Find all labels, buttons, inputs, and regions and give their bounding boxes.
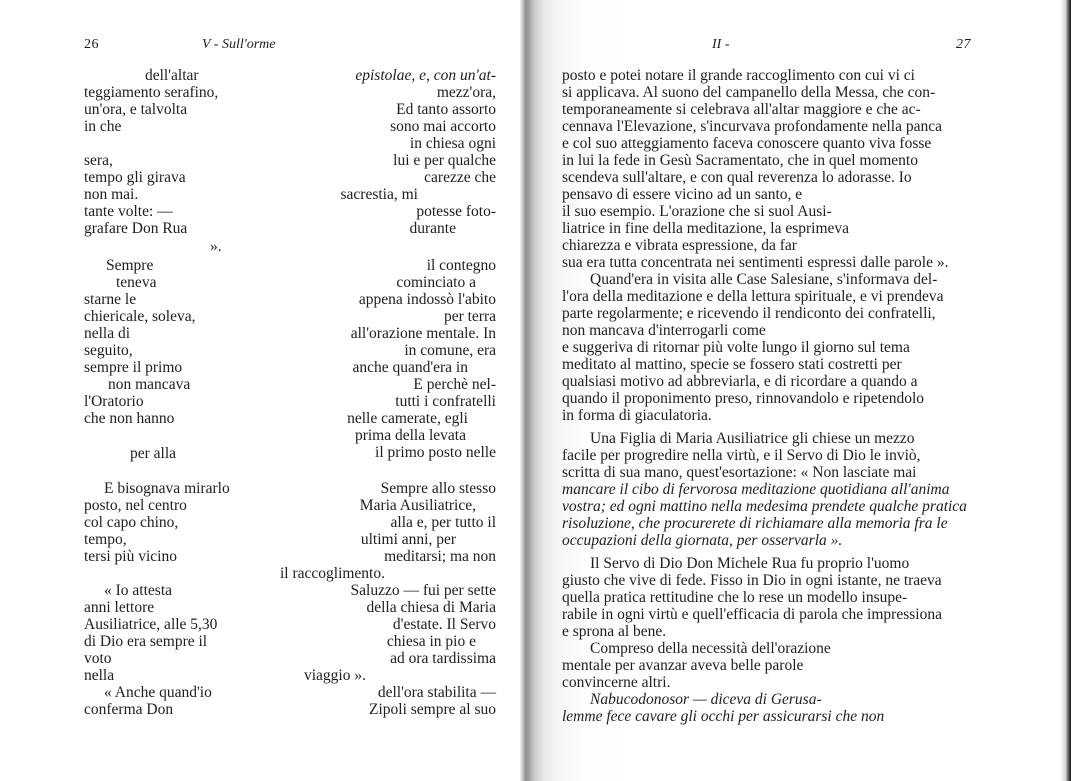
text-line: voto bbox=[84, 650, 112, 667]
text-line: all'orazione mentale. In bbox=[350, 325, 496, 342]
text-line: E perchè nel- bbox=[413, 376, 496, 393]
text-line: dell'altar bbox=[145, 67, 199, 84]
text-line: l'ora della meditazione e della lettura spirituale, e vi prendeva bbox=[562, 288, 944, 305]
text-line: e col suo atteggiamento faceva conoscere quanto viva fosse bbox=[562, 135, 932, 152]
text-line: lemme fece cavare gli occhi per assicurarsi che non bbox=[562, 708, 885, 725]
text-line: Sempre allo stesso bbox=[380, 480, 496, 497]
running-head-right: II - bbox=[712, 37, 730, 52]
text-line: grafare Don Rua bbox=[84, 220, 188, 237]
text-line: della chiesa di Maria bbox=[366, 599, 496, 616]
text-line: epistolae, e, con un'at- bbox=[355, 67, 496, 84]
text-line: sono mai accorto bbox=[390, 118, 496, 135]
text-line: in lui la fede in Gesù Sacramentato, che in quel momento bbox=[562, 152, 918, 169]
text-line: ultimi anni, per bbox=[360, 531, 456, 548]
text-line: Una Figlia di Maria Ausiliatrice gli chiese un mezzo bbox=[590, 430, 915, 447]
text-line: sua era tutta concentrata nei sentimenti espressi dalle parole ». bbox=[562, 254, 949, 271]
text-line: durante bbox=[409, 220, 456, 237]
text-line: scendeva sull'altare, e con qual reverenza lo adorasse. Io bbox=[562, 169, 912, 186]
text-line: liatrice in fine della meditazione, la esprimeva bbox=[562, 220, 850, 237]
text-line: mezz'ora, bbox=[436, 84, 496, 101]
text-line: cennava l'Elevazione, s'incurvava profondamente nella panca bbox=[562, 118, 942, 135]
text-line: sera, bbox=[84, 152, 113, 169]
text-line: il contegno bbox=[426, 257, 496, 274]
text-line: « Io attesta bbox=[104, 582, 173, 599]
page-number-left: 26 bbox=[84, 37, 99, 52]
text-line: anche quand'era in bbox=[352, 359, 468, 376]
text-line: Saluzzo — fui per sette bbox=[350, 582, 496, 599]
text-line: tutti i confratelli bbox=[395, 393, 496, 410]
text-line: posto, nel centro bbox=[84, 497, 187, 514]
text-line: non mai. bbox=[84, 186, 139, 203]
text-line: rabile in ogni virtù e quell'efficacia di parola che impressiona bbox=[562, 606, 942, 623]
text-line: Ed tanto assorto bbox=[396, 101, 496, 118]
text-line: meditarsi; ma non bbox=[384, 548, 496, 565]
text-line: tersi più vicino bbox=[84, 548, 177, 565]
text-line: posto e potei notare il grande raccoglimento con cui vi ci bbox=[562, 67, 915, 84]
text-line: il primo posto nelle bbox=[375, 444, 496, 461]
text-line: carezze che bbox=[424, 169, 496, 186]
text-line: occupazioni della giornata, per osservarla ». bbox=[562, 532, 843, 549]
text-line: mancare il cibo di fervorosa meditazione quotidiana all'anima bbox=[562, 481, 950, 498]
text-line: potesse foto- bbox=[416, 203, 496, 220]
text-line: chiericale, soleva, bbox=[84, 308, 196, 325]
text-line: pensavo di essere vicino ad un santo, e bbox=[562, 186, 803, 203]
text-line: meditato al mattino, specie se fossero stati costretti per bbox=[562, 356, 902, 373]
text-line: prima della levata bbox=[354, 427, 466, 444]
text-line: Maria Ausiliatrice, bbox=[359, 497, 476, 514]
text-line: E bisognava mirarlo bbox=[104, 480, 230, 497]
text-line: parte regolarmente; e ricevendo il rendiconto dei confratelli, bbox=[562, 305, 936, 322]
text-line: d'estate. Il Servo bbox=[392, 616, 496, 633]
text-line: temporaneamente si celebrava all'altar maggiore e che ac- bbox=[562, 101, 921, 118]
text-line: dell'ora stabilita — bbox=[377, 684, 496, 701]
page-edge-shadow bbox=[1060, 0, 1071, 781]
text-line: l'Oratorio bbox=[84, 393, 144, 410]
text-line: lui e per qualche bbox=[393, 152, 496, 169]
running-head-left: V - Sull'orme bbox=[202, 37, 276, 52]
text-line: « Anche quand'io bbox=[104, 684, 212, 701]
page-number-right: 27 bbox=[956, 37, 971, 52]
text-line: tante volte: — bbox=[84, 203, 173, 220]
text-line: Compreso della necessità dell'orazione bbox=[590, 640, 831, 657]
text-line: conferma Don bbox=[84, 701, 174, 718]
text-line: risoluzione, che procurerete di richiamare alla memoria fra le bbox=[562, 515, 948, 532]
text-line: col capo chino, bbox=[84, 514, 179, 531]
text-line: e suggeriva di ritornar più volte lungo il giorno sul tema bbox=[562, 339, 910, 356]
text-line: nelle camerate, egli bbox=[347, 410, 468, 427]
text-line: in chiesa ogni bbox=[409, 135, 496, 152]
text-line: facile per progredire nella virtù, e il Servo di Dio le inviò, bbox=[562, 447, 921, 464]
text-line: un'ora, e talvolta bbox=[84, 101, 188, 118]
text-line: tempo, bbox=[84, 531, 127, 548]
text-line: teggiamento serafino, bbox=[84, 84, 219, 101]
text-line: appena indossò l'abito bbox=[358, 291, 496, 308]
text-line: ad ora tardissima bbox=[390, 650, 496, 667]
text-line: il suo esempio. L'orazione che si suol Ausi- bbox=[562, 203, 832, 220]
text-line: in comune, era bbox=[404, 342, 496, 359]
text-line: di Dio era sempre il bbox=[84, 633, 208, 650]
text-line: il raccoglimento. bbox=[279, 565, 385, 582]
text-line: per alla bbox=[130, 445, 177, 462]
text-line: quella pratica rettitudine che lo rese un modello insupe- bbox=[562, 589, 908, 606]
text-line: in forma di giaculatoria. bbox=[562, 407, 712, 424]
text-line: non mancava d'interrogarli come bbox=[562, 322, 766, 339]
text-line: quando il proponimento preso, rinnovandolo e ripetendolo bbox=[562, 390, 925, 407]
text-line: seguito, bbox=[84, 342, 133, 359]
text-line: teneva bbox=[116, 274, 157, 291]
text-line: e sprona al bene. bbox=[562, 623, 667, 640]
text-line: qualsiasi motivo ad abbreviarla, e di ricordare a quando a bbox=[562, 373, 918, 390]
text-line: Nabucodonosor — diceva di Gerusa- bbox=[590, 691, 822, 708]
text-line: nella di bbox=[84, 325, 131, 342]
text-line: scritta di sua mano, quest'esortazione: « Non lasciate mai bbox=[562, 464, 917, 481]
right-page bbox=[528, 0, 1071, 781]
text-line: chiarezza e vibrata espressione, da far bbox=[562, 237, 797, 254]
text-line: Il Servo di Dio Don Michele Rua fu proprio l'uomo bbox=[590, 555, 910, 572]
text-line: convincerne altri. bbox=[562, 674, 671, 691]
left-page bbox=[0, 0, 528, 781]
text-line: nella bbox=[84, 667, 115, 684]
text-line: Sempre bbox=[106, 257, 154, 274]
text-line: vostra; ed ogni mattino nella medesima prendete qualche pratica bbox=[562, 498, 967, 515]
text-line: chiesa in pio e bbox=[386, 633, 476, 650]
text-line: giusto che vive di fede. Fisso in Dio in ogni istante, ne traeva bbox=[562, 572, 942, 589]
text-line: tempo gli girava bbox=[84, 169, 186, 186]
text-line: starne le bbox=[84, 291, 137, 308]
text-line: che non hanno bbox=[84, 410, 175, 427]
text-line: ». bbox=[210, 238, 222, 255]
text-line: Quand'era in visita alle Case Salesiane, s'informava del- bbox=[590, 271, 938, 288]
text-line: Zipoli sempre al suo bbox=[369, 701, 496, 718]
text-line: alla e, per tutto il bbox=[390, 514, 496, 531]
text-line: sempre il primo bbox=[84, 359, 183, 376]
text-line: sacrestia, mi bbox=[340, 186, 418, 203]
text-line: si applicava. Al suono del campanello della Messa, che con- bbox=[562, 84, 936, 101]
text-line: anni lettore bbox=[84, 599, 155, 616]
text-line: mentale per avanzar aveva belle parole bbox=[562, 657, 804, 674]
text-line: in che bbox=[84, 118, 122, 135]
text-line: Ausiliatrice, alle 5,30 bbox=[84, 616, 218, 633]
text-line: per terra bbox=[443, 308, 496, 325]
text-line: non mancava bbox=[108, 376, 191, 393]
text-line: cominciato a bbox=[396, 274, 476, 291]
text-line: viaggio ». bbox=[304, 667, 366, 684]
